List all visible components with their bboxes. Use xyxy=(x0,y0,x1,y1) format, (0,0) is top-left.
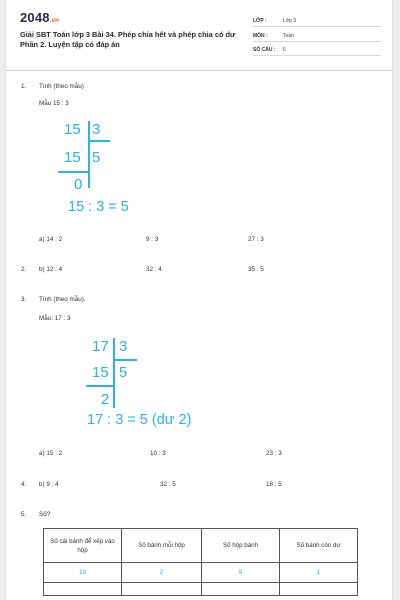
table-cell xyxy=(280,583,358,596)
table-cell xyxy=(44,583,122,596)
answer-table xyxy=(43,528,358,596)
exercise-item: 9 : 3 xyxy=(146,236,159,243)
site-logo[interactable] xyxy=(20,10,59,25)
meta-label-count: SỐ CÂU : xyxy=(253,47,276,53)
subtraction-line xyxy=(58,171,88,173)
question-number: 5. xyxy=(21,511,27,518)
divisor: 3 xyxy=(119,338,128,355)
question-prompt: Tính (theo mẫu). xyxy=(39,296,86,303)
table-header-row xyxy=(44,529,358,563)
meta-value-grade: Lớp 3 xyxy=(283,18,297,24)
logo-text: 2048 xyxy=(20,10,50,25)
table-row xyxy=(44,563,358,583)
remainder: 2 xyxy=(101,391,110,408)
question-prompt: Tính (theo mẫu) xyxy=(39,83,84,90)
table-header-cell: Số bánh mỗi hộp xyxy=(122,529,202,563)
division-result: 15 : 3 = 5 xyxy=(68,199,129,215)
question-number: 4. xyxy=(21,481,27,488)
divisor: 3 xyxy=(92,121,101,138)
division-horizontal-line xyxy=(88,140,110,142)
table-header-cell: Số bánh còn dư xyxy=(280,529,358,563)
exercise-item: b) 12 : 4 xyxy=(39,266,63,273)
meta-value-count: 6 xyxy=(283,47,286,53)
remainder: 0 xyxy=(74,176,83,193)
exercise-item: 23 : 3 xyxy=(266,450,282,457)
meta-label-subject: MÔN : xyxy=(253,33,268,39)
dividend: 15 xyxy=(64,121,81,138)
meta-divider xyxy=(253,26,381,27)
exercise-item: 32 : 4 xyxy=(146,266,162,273)
table-cell: 2 xyxy=(122,563,202,583)
exercise-item: b) 9 : 4 xyxy=(39,481,59,488)
example-label: Mẫu 15 : 3 xyxy=(39,100,69,107)
meta-divider xyxy=(253,41,381,42)
document-page xyxy=(6,0,392,600)
exercise-item: 18 : 5 xyxy=(266,481,282,488)
product: 15 xyxy=(64,149,81,166)
table-cell: 9 xyxy=(202,563,280,583)
division-result: 17 : 3 = 5 (dư 2) xyxy=(87,412,192,428)
question-number: 3. xyxy=(21,296,27,303)
quotient: 5 xyxy=(92,149,101,166)
exercise-item: a) 15 : 2 xyxy=(39,450,63,457)
subtraction-line xyxy=(86,385,114,387)
document-title: Giải SBT Toán lớp 3 Bài 34. Phép chia hết và phép chia có dư Phần 2. Luyện tập có đáp án xyxy=(20,30,236,49)
table-header-cell: Số cái bánh để xếp vào hộp xyxy=(44,529,122,563)
table-header-cell: Số hộp bánh xyxy=(202,529,280,563)
dividend: 17 xyxy=(92,338,109,355)
quotient: 5 xyxy=(119,364,128,381)
table-row xyxy=(44,583,358,596)
exercise-item: 35 : 5 xyxy=(248,266,264,273)
division-horizontal-line xyxy=(113,359,137,361)
meta-label-grade: LỚP : xyxy=(253,18,267,24)
product: 15 xyxy=(92,364,109,381)
division-vertical-line xyxy=(113,338,115,408)
meta-value-subject: Toán xyxy=(283,33,294,39)
exercise-item: 27 : 3 xyxy=(248,236,264,243)
header-divider xyxy=(6,70,392,71)
question-prompt: Số? xyxy=(39,511,51,518)
example-label: Mẫu: 17 : 3 xyxy=(39,315,71,322)
question-number: 2. xyxy=(21,266,27,273)
table-cell xyxy=(122,583,202,596)
table-cell xyxy=(202,583,280,596)
division-vertical-line xyxy=(88,121,90,188)
question-number: 1. xyxy=(21,83,27,90)
logo-suffix: .vn xyxy=(49,18,60,24)
meta-divider xyxy=(253,55,381,56)
exercise-item: a) 14 : 2 xyxy=(39,236,63,243)
exercise-item: 32 : 5 xyxy=(160,481,176,488)
table-cell: 1 xyxy=(280,563,358,583)
table-cell: 19 xyxy=(44,563,122,583)
exercise-item: 10 : 3 xyxy=(150,450,166,457)
